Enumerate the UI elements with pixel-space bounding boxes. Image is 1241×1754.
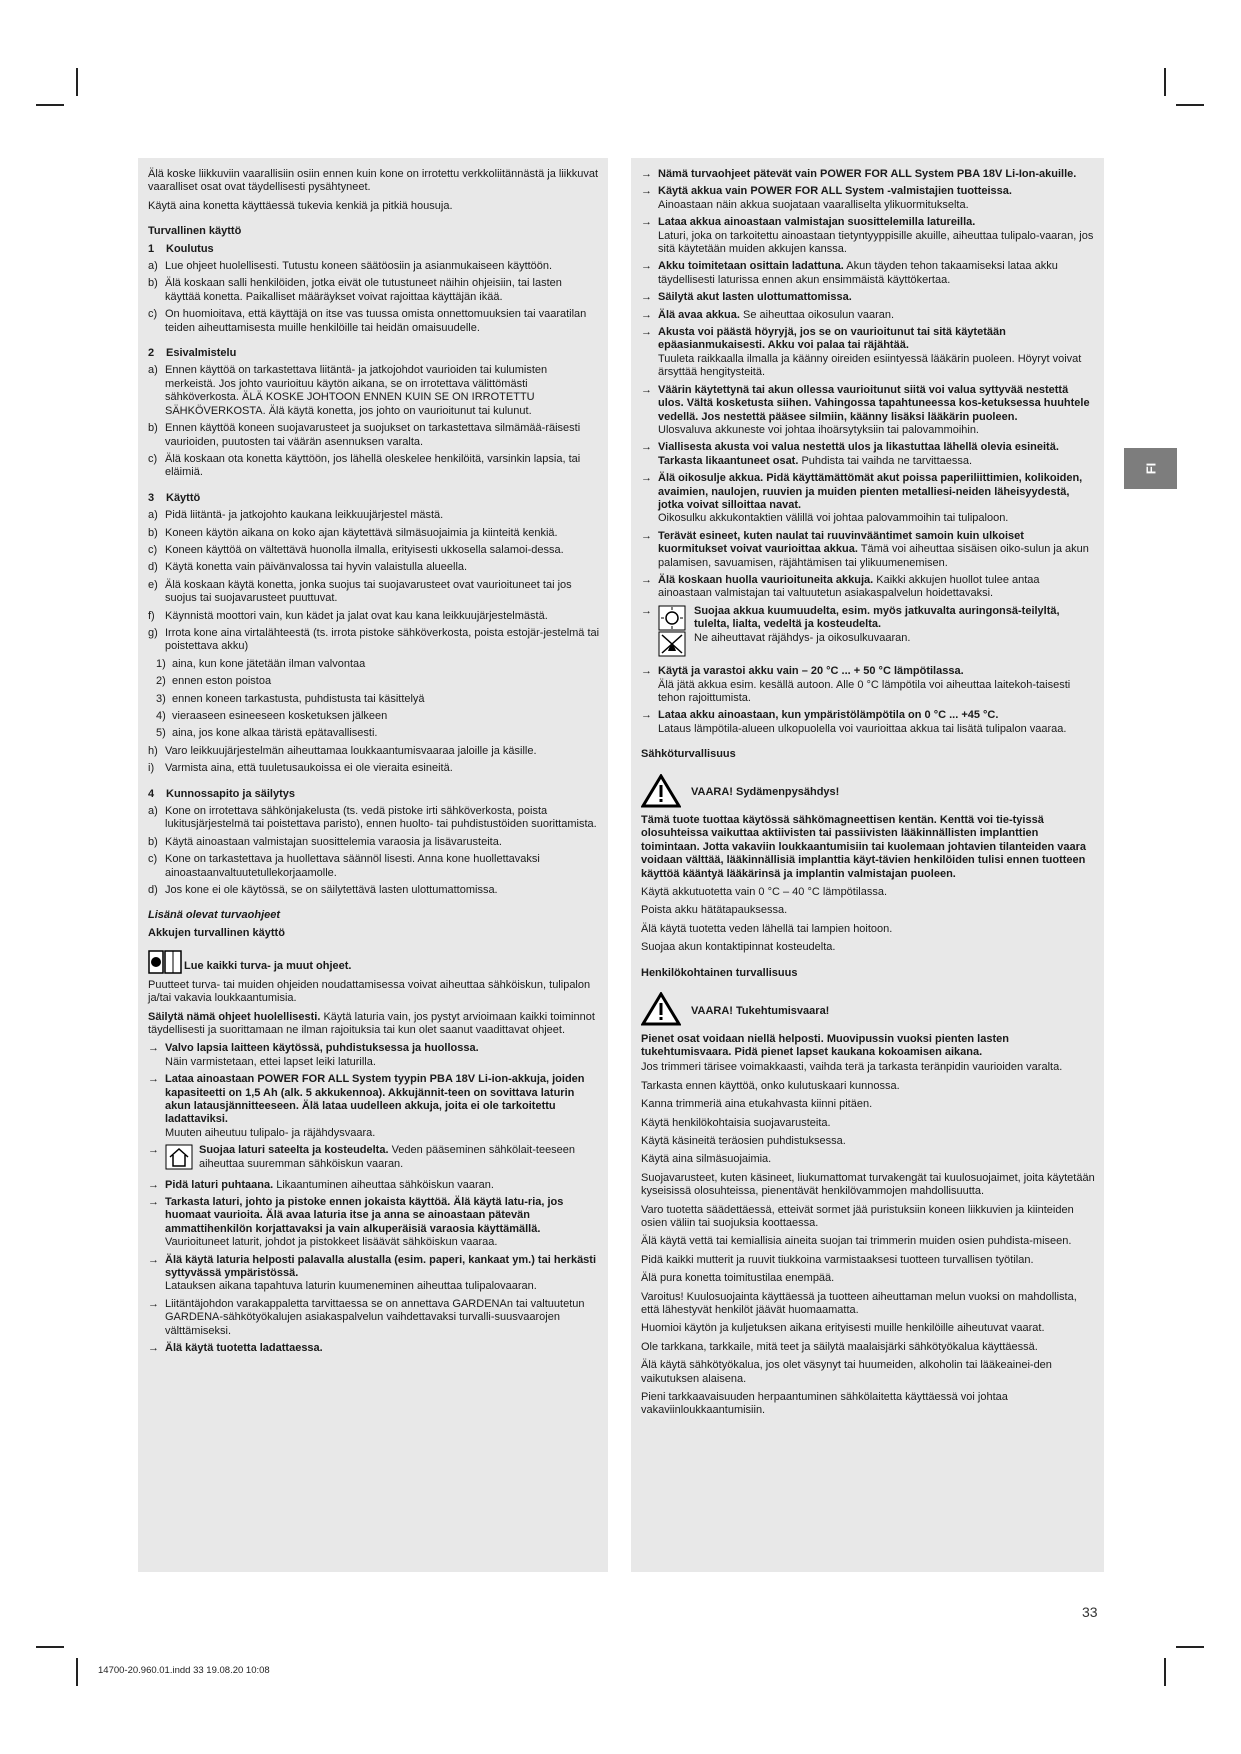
list-item: [148, 884, 600, 897]
battery-safety-title: Akkujen turvallinen käyttö: [148, 926, 285, 939]
arrow-icon: →: [641, 709, 652, 722]
arrow-text: [165, 1179, 600, 1192]
arrow-text: [658, 260, 1096, 287]
read-all-row: [148, 950, 600, 978]
page-number: 33: [1082, 1604, 1098, 1620]
list-item: [148, 579, 600, 606]
danger-heart-label: VAARA! Sydämenpysähdys!: [691, 786, 840, 799]
intro: [148, 168, 600, 213]
crop-mark: [76, 1658, 78, 1686]
arrow-icon: →: [641, 168, 652, 180]
arrow-note: Puhdista tai vaihda ne tarvittaessa.: [798, 454, 973, 467]
arrow-bold: Terävät esineet, kuten naulat tai ruuvinvääntimet samoin kuin ulkoiset kuormitukset voivat vaurioittaa akkua.: [658, 529, 1024, 556]
list-item: [148, 675, 600, 688]
arrow-bold: Älä koskaan huolla vaurioituneita akkuja.: [658, 573, 874, 586]
arrow-icon: →: [148, 1253, 159, 1266]
arrow-item: [641, 709, 1096, 736]
personal-item: Älä käytä vettä tai kemiallisia aineita suojan tai trimmerin muiden osien puhdista-miseen.: [641, 1235, 1072, 1248]
list-text: Ennen käyttöä on tarkastettava liitäntä- ja jatkojohdot vaurioiden tai kulumisten merkeistä. Jos johto vaurioituu käytön aikana, se on irrotettava välittömästi sähköverkosta. ÄLÄ KOSKE JOHTOON ENNEN KUIN SE ON IRROTETTU SÄHKÖVERKOSTA. Älä käytä konetta, jos johto on vaurioitunut tai kulunut.: [165, 364, 548, 417]
arrow-note: Ainoastaan näin akkua suojataan vaaralliselta ylikuormitukselta.: [658, 198, 969, 211]
arrow-text: [658, 216, 1096, 256]
arrow-item: [641, 326, 1096, 380]
arrow-note: Likaantuminen aiheuttaa sähköiskun vaaran.: [273, 1178, 494, 1191]
arrow-bold: Viallisesta akusta voi valua nestettä ulos ja likastuttaa lähellä olevia esineitä. Tarkasta likaantuneet osat.: [658, 441, 1059, 467]
list-item: [148, 308, 600, 335]
section-3-list-cont: [148, 745, 600, 776]
personal-item: Tarkasta ennen käyttöä, onko kulutuskaari kunnossa.: [641, 1079, 900, 1092]
list-marker: d): [148, 561, 158, 574]
arrow-note: Muuten aiheutuu tulipalo- ja räjähdysvaara.: [165, 1126, 376, 1139]
arrow-text: [658, 441, 1096, 468]
list-text: Ennen käyttöä koneen suojavarusteet ja suojukset on tarkastettava silmämää-räisesti vaurioiden, puutosten tai väärän asennuksen varalta.: [165, 422, 581, 448]
list-marker: i): [148, 762, 155, 775]
crop-mark: [36, 104, 64, 106]
list-item: [148, 693, 600, 706]
list-marker: h): [148, 744, 158, 757]
list-item: [148, 658, 600, 671]
arrow-note: Kaikki akkujen huollot tulee antaa ainoastaan valmistajan tai valtuutetun asiakaspalvelun hoidettavaksi.: [658, 573, 1040, 600]
list-marker: b): [148, 422, 158, 435]
list-item: [148, 509, 600, 522]
rain-warning: → Suojaa laturi sateelta ja kosteudelta. Veden pääseminen sähkölait-teeseen aiheuttaa suuremman sähköiskun vaaran.: [148, 1144, 600, 1174]
electrical-item: Suojaa akun kontaktipinnat kosteudelta.: [641, 941, 836, 954]
arrow-icon: →: [641, 308, 652, 321]
list-text: aina, jos kone alkaa täristä epätavallisesti.: [172, 727, 378, 740]
list-marker: c): [148, 853, 158, 866]
arrow-bold: Lataa akku ainoastaan, kun ympäristölämpötila on 0 °C ... +45 °C.: [658, 709, 999, 722]
personal-item: Huomioi käytön ja kuljetuksen aikana erityisesti muille henkilöille aiheutuvat vaarat.: [641, 1322, 1045, 1335]
list-marker: b): [148, 835, 158, 848]
list-item: [148, 364, 600, 418]
arrow-icon: →: [148, 1042, 159, 1055]
list-marker: a): [148, 364, 158, 377]
list-text: Kone on irrotettava sähkönjakelusta (ts. vedä pistoke irti sähköverkosta, poista lukitusjärjestelmä tai poistettava paristo), ennen huolto- tai puhdistustöiden suorittamista.: [165, 805, 597, 831]
list-item: [148, 805, 600, 832]
arrow-item: [148, 1042, 600, 1069]
battery-warnings: [641, 168, 1096, 601]
list-marker: 3): [156, 692, 166, 705]
list-item: [148, 853, 600, 880]
arrow-icon: →: [641, 529, 652, 542]
list-item: [148, 422, 600, 449]
arrow-item: [641, 185, 1096, 212]
arrow-item: [148, 1179, 600, 1192]
charger-warnings-2: [148, 1179, 600, 1356]
list-marker: a): [148, 260, 158, 273]
arrow-bold: Lataa akkua ainoastaan valmistajan suosittelemilla latureilla.: [658, 216, 976, 229]
arrow-note: Latauksen aikana tapahtuva laturin kuumeneminen aiheuttaa tulipalovaaran.: [165, 1280, 537, 1293]
arrow-note: Näin varmistetaan, ettei lapset leiki laturilla.: [165, 1055, 376, 1068]
arrow-icon: →: [148, 1297, 159, 1310]
list-item: [148, 260, 600, 273]
arrow-icon: →: [641, 665, 652, 678]
arrow-item: [641, 665, 1096, 705]
list-marker: c): [148, 308, 158, 321]
arrow-item: [148, 1196, 600, 1250]
arrow-icon: →: [148, 1195, 159, 1208]
list-text: Koneen käyttöä on vältettävä huonolla ilmalla, erityisesti ukkosella salamoi-dessa.: [165, 543, 564, 556]
list-marker: f): [148, 609, 155, 622]
arrow-item: [641, 216, 1096, 256]
list-marker: g): [148, 626, 158, 639]
arrow-note: Tuuleta raikkaalla ilmalla ja käänny oireiden esiintyessä lääkärin puoleen. Höyryt voivat ärsyttää hengitysteitä.: [658, 352, 1082, 379]
arrow-text: [165, 1298, 600, 1338]
danger-heart-row: [641, 774, 1096, 812]
section-4-heading: 4 Kunnossapito ja säilytys: [148, 787, 295, 800]
arrow-icon: →: [641, 441, 652, 454]
arrow-text: [658, 326, 1096, 380]
right-column: [631, 158, 1104, 1572]
crop-mark: [1164, 1658, 1166, 1686]
crop-mark: [1176, 104, 1204, 106]
arrow-note: Vaurioituneet laturit, johdot ja pistokkeet lisäävät sähköiskun vaaraa.: [165, 1236, 498, 1249]
danger-suffocation-row: [641, 992, 1096, 1030]
house-icon: [165, 1144, 193, 1174]
arrow-icon: →: [148, 1342, 159, 1355]
arrow-icon: →: [641, 291, 652, 304]
danger-heart-text: Tämä tuote tuottaa käytössä sähkömagneettisen kentän. Kenttä voi tie-tyissä olosuhteissa vaikuttaa aktiivisten tai passiivisten lääkinnällisten implanttien toimintaan. Jotta vakaviin loukkaantumisiin tai kuolemaan johtavien tilanteiden vaara voidaan välttää, lääkinnällisiä implanttia käyt-tävien henkilöiden tulisi ennen tuotteen käyttöä kääntyä lääkärinsä ja implantin valmistajan puoleen.: [641, 814, 1087, 880]
arrow-bold: Akusta voi päästä höyryjä, jos se on vaurioitunut tai sitä käytetään epäasianmukaisesti. Akku voi palaa tai räjähtää.: [658, 326, 1006, 352]
arrow-icon: →: [148, 1073, 159, 1086]
list-text: ennen eston poistoa: [172, 675, 272, 688]
list-item: [148, 745, 600, 758]
list-marker: 4): [156, 710, 166, 722]
crop-mark: [76, 68, 78, 96]
list-marker: c): [148, 543, 158, 556]
list-text: Pidä liitäntä- ja jatkojohto kaukana leikkuujärjestel mästä.: [165, 509, 444, 522]
arrow-bold: Käytä ja varastoi akku vain – 20 °C ... + 50 °C lämpötilassa.: [658, 665, 964, 678]
arrow-text: [165, 1042, 600, 1069]
arrow-text: [165, 1254, 600, 1294]
electrical-safety-title: Sähköturvallisuus: [641, 748, 736, 761]
heat-warning: → Suojaa akkua kuumuudelta, esim. myös jatkuvalta auringonsä-teilyltä, tulelta, lialta, vedeltä ja kosteudelta. Ne aiheuttavat räjähdys- ja oikosulkuvaaran.: [641, 605, 1096, 661]
arrow-bold: Akku toimitetaan osittain ladattuna.: [658, 260, 844, 273]
list-marker: d): [148, 884, 158, 897]
list-text: Jos kone ei ole käytössä, se on säilytettävä lasten ulottumattomissa.: [165, 884, 498, 897]
list-text: Lue ohjeet huolellisesti. Tutustu koneen säätöosiin ja asianmukaiseen käyttöön.: [165, 260, 553, 273]
list-item: [148, 762, 600, 775]
personal-item: Pieni tarkkaavaisuuden herpaantuminen sähkölaitetta käyttäessä voi johtaa vakaviinloukkaantumisiin.: [641, 1391, 1008, 1417]
list-item: [148, 710, 600, 723]
safe-use-title: Turvallinen käyttö: [148, 225, 242, 238]
list-text: Koneen käytön aikana on koko ajan käytettävä silmäsuojaimia ja kiinteitä kenkiä.: [165, 526, 558, 539]
list-marker: a): [148, 805, 158, 818]
arrow-item: [148, 1342, 600, 1355]
arrow-bold: Lataa ainoastaan POWER FOR ALL System tyypin PBA 18V Li-ion-akkuja, joiden kapasiteetti on 1,5 Ah (alk. 5 akkukennoa). Akkujännit-teen on sovittava laturin akun latausjännitteeseen. Älä lataa uudelleen akkuja, joita ei ole tarkoitettu ladattaviksi.: [165, 1073, 585, 1126]
personal-item: Älä käytä sähkötyökalua, jos olet väsynyt tai huumeiden, alkoholin tai lääkeainei-den vaikutuksen alaisena.: [641, 1359, 1052, 1385]
list-text: Älä koskaan käytä konetta, jonka suojus tai suojavarusteet ovat vaurioituneet tai jos suojus tai suojavarusteet puuttuvat.: [165, 578, 572, 605]
electrical-item: Poista akku hätätapauksessa.: [641, 904, 788, 917]
electrical-item: Käytä akkutuotetta vain 0 °C – 40 °C lämpötilassa.: [641, 886, 888, 899]
personal-list: [641, 1061, 1096, 1418]
list-text: Varmista aina, että tuuletusaukoissa ei ole vieraita esineitä.: [165, 762, 453, 775]
list-text: Kone on tarkastettava ja huollettava säännöl lisesti. Anna kone huollettavaksi ainoastaanvaltuutetullekorjaamolle.: [165, 853, 540, 879]
list-text: Käytä konetta vain päivänvalossa tai hyvin valaistulla alueella.: [165, 561, 468, 574]
arrow-bold: Älä käytä laturia helposti palavalla alustalla (esim. paperi, kankaat ym.) tai herkästi syttyvässä ympäristössä.: [165, 1253, 597, 1279]
arrow-bold: Tarkasta laturi, johto ja pistoke ennen jokaista käyttöä. Älä käytä latu-ria, jos huomaat vaurioita. Älä avaa laturia itse ja anna se ainoastaan pätevän ammattihenkilön korjattavaksi ja vain alkuperäisiä varaosia käyttämällä.: [165, 1195, 564, 1235]
sun-fire-icons: [658, 605, 686, 661]
arrow-bold: Väärin käytettynä tai akun ollessa vaurioitunut siitä voi valua syttyvää nestettä ulos. Vältä kosketusta siihen. Vahingossa tapahtuneessa kos-ketuksessa huuhtele vedellä. Jos nestettä pääsee silmiin, käänny lisäksi lääkärin puoleen.: [658, 383, 1090, 423]
arrow-note: Älä jätä akkua esim. kesällä autoon. Alle 0 °C lämpötila voi aiheuttaa laitekoh-taisesti tehon rajoittumista.: [658, 678, 1071, 704]
list-item: [148, 277, 600, 304]
arrow-text: [658, 472, 1096, 526]
arrow-item: [641, 260, 1096, 287]
list-text: Käynnistä moottori vain, kun kädet ja jalat ovat kau kana leikkuujärjestelmästä.: [165, 609, 548, 622]
list-text: Varo leikkuujärjestelmän aiheuttamaa loukkaantumisvaaraa jaloille ja käsille.: [165, 744, 537, 757]
section-2-list: [148, 364, 600, 479]
list-item: [148, 561, 600, 574]
list-marker: c): [148, 452, 158, 465]
arrow-bold: Älä käytä tuotetta ladattaessa.: [165, 1342, 323, 1355]
list-text: Käytä ainoastaan valmistajan suosittelemia varaosia ja lisävarusteita.: [165, 835, 502, 848]
list-marker: 1): [156, 657, 166, 670]
arrow-text: [165, 1073, 600, 1140]
arrow-item: [148, 1298, 600, 1338]
arrow-icon: →: [641, 326, 652, 339]
arrow-bold: Nämä turvaohjeet pätevät vain POWER FOR ALL System PBA 18V Li-Ion-akuille.: [658, 168, 1077, 180]
arrow-text: [165, 1342, 600, 1355]
list-text: aina, kun kone jätetään ilman valvontaa: [172, 657, 366, 670]
list-marker: b): [148, 277, 158, 290]
arrow-item: [641, 168, 1096, 181]
list-item: [148, 453, 600, 480]
arrow-note: Lataus lämpötila-alueen ulkopuolella voi vaurioittaa akkua tai lisätä tulipalon vaaraa.: [658, 722, 1067, 735]
list-text: Irrota kone aina virtalähteestä (ts. irrota pistoke sähköverkosta, poista estojär-jestelmä tai poistettava akku): [165, 626, 600, 653]
arrow-text: [658, 291, 1096, 304]
personal-item: Pidä kaikki mutterit ja ruuvit tiukkoina varmistaaksesi tuotteen turvallisen työtilan.: [641, 1253, 1034, 1266]
arrow-text: [658, 384, 1096, 438]
section-4-list: [148, 805, 600, 897]
list-item: [148, 836, 600, 849]
personal-item: Kanna trimmeriä aina etukahvasta kiinni pitäen.: [641, 1098, 873, 1111]
list-marker: 5): [156, 727, 166, 740]
list-text: Älä koskaan ota konetta käyttöön, jos lähellä oleskelee henkilöitä, varsinkin lapsia, tai eläimiä.: [165, 452, 581, 479]
danger-suffocation-label: VAARA! Tukehtumisvaara!: [691, 1004, 830, 1017]
list-text: Älä koskaan salli henkilöiden, jotka eivät ole tutustuneet näihin ohjeisiin, tai lasten käyttää konetta. Paikalliset määräykset voivat rajoittaa käyttäjän ikää.: [165, 277, 562, 303]
arrow-text: [658, 168, 1096, 181]
arrow-bold: Älä oikosulje akkua. Pidä käyttämättömät akut poissa paperiliittimien, kolikoiden, avaimien, naulojen, ruuvien ja muiden pienten metalliesi-neiden läheisyydestä, jotka voivat silloittaa navat.: [658, 472, 1083, 511]
arrow-note: Akun täyden tehon takaamiseksi lataa akku täydellisesti laturissa ennen akun ensimmäistä käyttökertaa.: [658, 260, 1058, 286]
section-2-heading: 2 Esivalmistelu: [148, 347, 237, 360]
arrow-text: [658, 185, 1096, 212]
arrow-item: [641, 384, 1096, 438]
personal-item: Käytä aina silmäsuojaimia.: [641, 1153, 772, 1166]
danger-suffocation-text: Pienet osat voidaan niellä helposti. Muovipussin vuoksi pienten lasten tukehtumisvaara. Pidä pienet lapset kaukana kokoamisen aikana.: [641, 1032, 1009, 1058]
arrow-item: [641, 472, 1096, 526]
arrow-note: Liitäntäjohdon varakappaletta tarvittaessa se on annettava GARDENAn tai valtuutetun GARDENA-sähkötyökalujen asiakaspalvelun vaihdettavaksi turvalli-suusvaarojen välttämiseksi.: [165, 1297, 585, 1337]
section-1-list: [148, 260, 600, 335]
read-all-label: Lue kaikki turva- ja muut ohjeet.: [184, 960, 352, 973]
crop-mark: [36, 1646, 64, 1648]
section-3-heading: 3 Käyttö: [148, 491, 201, 504]
arrow-item: [641, 441, 1096, 468]
arrow-item: [641, 574, 1096, 601]
intro-paragraph: Älä koske liikkuviin vaarallisiin osiin ennen kuin kone on irrotettu verkkoliitännästä ja liikkuvat vaaralliset osat ovat täydellisesti pysähtyneet.: [148, 168, 599, 194]
arrow-item: [148, 1073, 600, 1140]
list-item: [148, 527, 600, 540]
arrow-icon: →: [641, 573, 652, 586]
list-item: [148, 544, 600, 557]
charger-warnings: [148, 1042, 600, 1140]
electrical-item: Älä käytä tuotetta veden lähellä tai lampien hoitoon.: [641, 922, 893, 935]
list-text: ennen koneen tarkastusta, puhdistusta tai käsittelyä: [172, 692, 425, 705]
temperature-warnings: [641, 665, 1096, 736]
arrow-bold: Pidä laturi puhtaana.: [165, 1178, 274, 1191]
personal-item: Älä pura konetta toimitustilaa enempää.: [641, 1272, 835, 1285]
arrow-text: [658, 309, 1096, 322]
list-marker: 2): [156, 675, 166, 688]
personal-item: Ole tarkkana, tarkkaile, mitä teet ja säilytä maalaisjärki sähkötyökalua käyttäessä.: [641, 1340, 1038, 1353]
crop-mark: [1164, 68, 1166, 96]
arrow-bold: Säilytä akut lasten ulottumattomissa.: [658, 291, 852, 304]
arrow-item: [148, 1254, 600, 1294]
arrow-text: [658, 574, 1096, 601]
arrow-text: [658, 709, 1096, 736]
keep-instructions: Säilytä nämä ohjeet huolellisesti. Käytä laturia vain, jos pystyt arvioimaan kaikki toiminnot täydellisesti ja suorittamaan ne ilman rajoituksia tai kun olet saanut vaadittavat ohjeet.: [148, 1010, 595, 1036]
personal-item: Käytä henkilökohtaisia suojavarusteita.: [641, 1116, 831, 1129]
arrow-icon: →: [641, 383, 652, 396]
intro-paragraph: Käytä aina konetta käyttäessä tukevia kenkiä ja pitkiä housuja.: [148, 199, 453, 212]
personal-item: Varo tuotetta säädettäessä, etteivät sormet jää puristuksiin koneen liikkuvien ja kiinteiden osien väliin tai suojuksia koottaessa.: [641, 1203, 1074, 1229]
list-text: vieraaseen esineeseen kosketuksen jälkeen: [172, 710, 388, 722]
arrow-bold: Valvo lapsia laitteen käytössä, puhdistuksessa ja huollossa.: [165, 1042, 479, 1055]
arrow-note: Tämä voi aiheuttaa sisäisen oiko-sulun ja akun palamisen, savuamisen, räjähtämisen tai ylikuumenemisen.: [658, 543, 1089, 569]
list-marker: e): [148, 578, 158, 591]
arrow-text: [165, 1196, 600, 1250]
arrow-note: Se aiheuttaa oikosulun vaaran.: [739, 308, 895, 321]
left-column: [138, 158, 608, 1572]
read-all-text: Puutteet turva- tai muiden ohjeiden noudattamisessa voivat aiheuttaa sähköiskun, tulipalon ja/tai vakavia loukkaantumisia.: [148, 978, 591, 1005]
list-marker: a): [148, 509, 158, 522]
section-1-heading: 1 Koulutus: [148, 242, 214, 255]
personal-item: Varoitus! Kuulosuojainta käyttäessä ja tuotteen aiheuttaman melun vuoksi on mahdollista, että lähestyvät henkilöt jäävät huomaamatta.: [641, 1290, 1077, 1316]
arrow-text: [658, 530, 1096, 570]
language-tab: FI: [1124, 448, 1177, 489]
list-item: [148, 627, 600, 654]
arrow-icon: →: [148, 1178, 159, 1191]
print-footer: 14700-20.960.01.indd 33 19.08.20 10:08: [98, 1665, 270, 1676]
arrow-note: Ulosvaluva akkuneste voi johtaa ihoärsytyksiin tai palovammoihin.: [658, 423, 979, 436]
manual-icon: [148, 950, 182, 978]
arrow-icon: →: [641, 216, 652, 229]
personal-item: Jos trimmeri tärisee voimakkaasti, vaihda terä ja tarkasta teränpidin vaurioiden varalta.: [641, 1061, 1063, 1074]
arrow-icon: →: [641, 260, 652, 273]
arrow-item: [641, 530, 1096, 570]
arrow-icon: →: [641, 472, 652, 485]
extra-safety-title: Lisänä olevat turvaohjeet: [148, 909, 281, 922]
electrical-list: [641, 886, 1096, 955]
arrow-text: [658, 665, 1096, 705]
arrow-bold: Käytä akkua vain POWER FOR ALL System -valmistajien tuotteissa.: [658, 185, 1012, 198]
crop-mark: [1176, 1646, 1204, 1648]
list-item: [148, 610, 600, 623]
warning-triangle-icon: [641, 774, 681, 812]
list-item: [148, 727, 600, 740]
arrow-item: [641, 291, 1096, 304]
section-3-list: [148, 509, 600, 654]
section-3-sublist: [148, 658, 600, 741]
arrow-item: [641, 309, 1096, 322]
warning-triangle-icon: [641, 992, 681, 1030]
personal-safety-title: Henkilökohtainen turvallisuus: [641, 966, 798, 979]
arrow-icon: →: [641, 185, 652, 198]
personal-item: Käytä käsineitä teräosien puhdistuksessa.: [641, 1134, 846, 1147]
personal-item: Suojavarusteet, kuten käsineet, liukumattomat turvakengät tai kuulosuojaimet, joita käytetään kyseisissä olosuhteissa, pienentävät henkilövammojen mahdollisuutta.: [641, 1171, 1095, 1198]
list-text: On huomioitava, että käyttäjä on itse vas tuussa omista onnettomuuksien tai vaaratilan teiden aiheuttamisesta muille henkilöille tai heidän omaisuudelle.: [165, 308, 587, 334]
arrow-bold: Älä avaa akkua.: [658, 308, 740, 321]
list-marker: b): [148, 526, 158, 539]
arrow-note: Oikosulku akkukontaktien välillä voi johtaa palovammoihin tai tulipaloon.: [658, 512, 1009, 525]
arrow-note: Laturi, joka on tarkoitettu ainoastaan tietyntyyppisille akuille, aiheuttaa tulipalo-vaaran, jos sitä käytetään muiden akkujen kanssa.: [658, 229, 1094, 256]
